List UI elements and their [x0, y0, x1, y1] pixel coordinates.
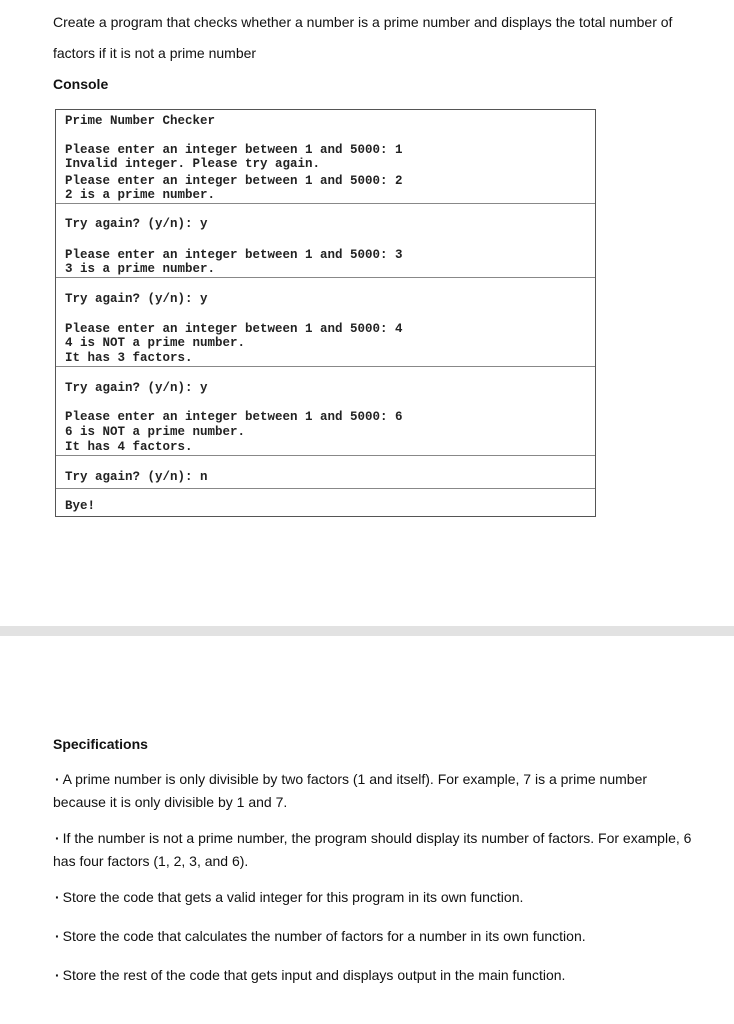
spec-item	[53, 964, 703, 987]
intro-line-1: Create a program that checks whether a number is a prime number and displays the total number of	[53, 14, 673, 30]
spec-item-text: If the number is not a prime number, the program should display its number of factors. For example, 6 has four factors (1, 2, 3, and 6).	[53, 830, 692, 869]
console-separator	[56, 366, 595, 367]
console-output-box	[55, 109, 596, 517]
console-line: 3 is a prime number.	[65, 262, 216, 276]
console-try-again: Try again? (y/n): y	[65, 381, 208, 395]
console-line: Please enter an integer between 1 and 5000: 2	[65, 174, 403, 188]
console-line: 6 is NOT a prime number.	[65, 425, 246, 439]
console-line: Please enter an integer between 1 and 5000: 6	[65, 410, 403, 424]
spec-item	[53, 925, 703, 948]
console-line: It has 3 factors.	[65, 351, 193, 365]
page-divider	[0, 626, 734, 636]
console-separator	[56, 277, 595, 278]
specifications-heading: Specifications	[53, 736, 148, 752]
bullet-icon: ·	[55, 771, 60, 787]
console-title: Prime Number Checker	[65, 114, 216, 128]
spec-item-text: A prime number is only divisible by two factors (1 and itself). For example, 7 is a prime number because it is only divisible by 1 and 7.	[53, 771, 648, 810]
spec-item-text: Store the code that gets a valid integer for this program in its own function.	[62, 889, 524, 905]
bullet-icon: ·	[55, 928, 60, 944]
spec-item	[53, 768, 703, 814]
console-line: It has 4 factors.	[65, 440, 193, 454]
spec-item	[53, 827, 703, 873]
bullet-icon: ·	[55, 889, 60, 905]
spec-item	[53, 886, 703, 909]
console-bye: Bye!	[65, 499, 96, 513]
intro-line-2: factors if it is not a prime number	[53, 45, 257, 61]
console-line: Please enter an integer between 1 and 5000: 4	[65, 322, 403, 336]
console-try-again: Try again? (y/n): n	[65, 470, 208, 484]
spec-item-text: Store the code that calculates the number of factors for a number in its own function.	[62, 928, 586, 944]
console-separator	[56, 455, 595, 456]
console-heading: Console	[53, 76, 109, 92]
console-line: 2 is a prime number.	[65, 188, 216, 202]
console-try-again: Try again? (y/n): y	[65, 217, 208, 231]
spec-item-text: Store the rest of the code that gets input and displays output in the main function.	[62, 967, 566, 983]
console-separator	[56, 488, 595, 489]
bullet-icon: ·	[55, 967, 60, 983]
bullet-icon: ·	[55, 830, 60, 846]
console-line: 4 is NOT a prime number.	[65, 336, 246, 350]
console-line: Please enter an integer between 1 and 5000: 3	[65, 248, 403, 262]
console-try-again: Try again? (y/n): y	[65, 292, 208, 306]
console-line: Invalid integer. Please try again.	[65, 157, 321, 171]
console-line: Please enter an integer between 1 and 5000: 1	[65, 143, 403, 157]
console-separator	[56, 203, 595, 204]
